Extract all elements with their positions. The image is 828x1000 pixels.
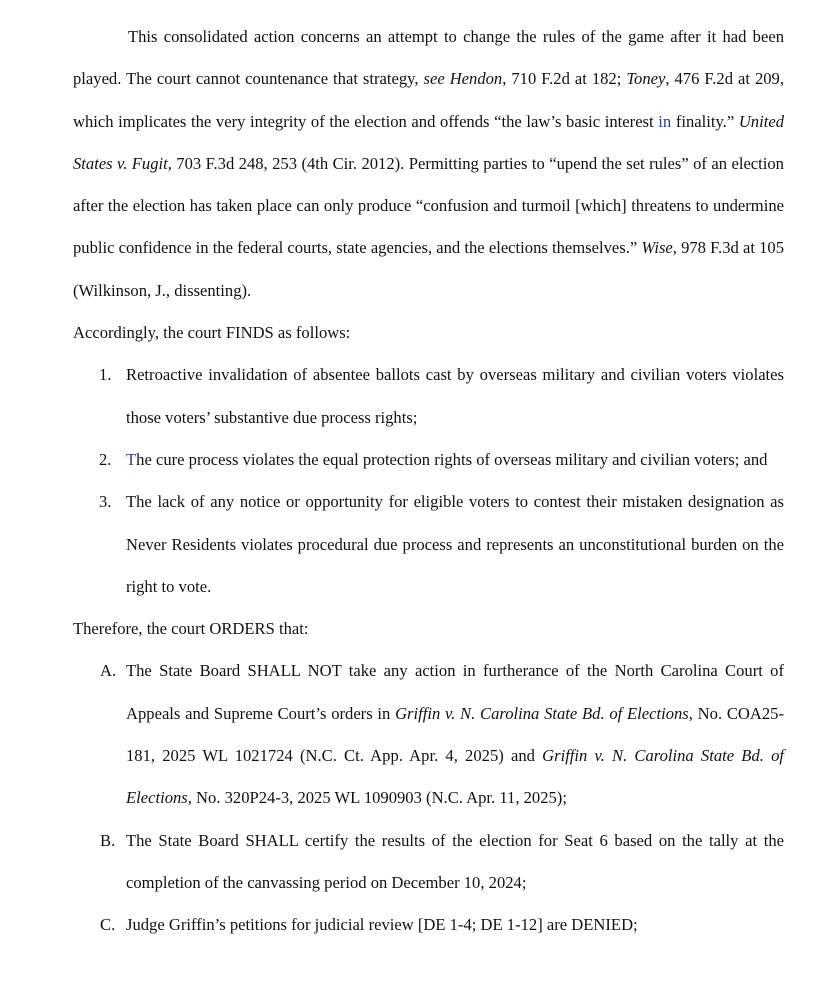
citation-toney: Toney (626, 69, 666, 89)
intro-paragraph (73, 16, 784, 312)
orders-lead: Therefore, the court ORDERS that: (73, 619, 309, 639)
orders-list (73, 650, 784, 946)
intro-text-in: in (658, 111, 672, 131)
findings-list (73, 354, 784, 608)
citation-hendon: see Hendon (423, 69, 503, 89)
citation-wise: Wise (641, 238, 673, 258)
order-a-text-1: The State Board SHALL NOT take any action in furtherance of the North Carolina Court of Appeals and Supreme Court’s orders in (126, 661, 784, 723)
order-marker-c: C. (100, 915, 116, 935)
finding-text-3: The lack of any notice or opportunity for eligible voters to contest their mistaken designation as Never Residents violates procedural due process and represents an unconstitutional burden on the right to vote. (126, 492, 784, 596)
order-marker-a: A. (100, 661, 117, 681)
finding-text-2: he cure process violates the equal protection rights of overseas military and civilian voters; and (136, 449, 768, 469)
finding-item-3 (73, 481, 784, 608)
intro-text-3: , 476 F.2d at 209, which implicates the very integrity of the election and offends “the law’s basic interest (73, 69, 784, 131)
order-item-a (73, 650, 784, 819)
intro-text-1: This consolidated action concerns an attempt to change the rules of the game after it had been played. The court cannot countenance that strategy, (73, 27, 784, 89)
finding-item-2 (73, 439, 784, 481)
order-a-text-2: , No. COA25-181, 2025 WL 1021724 (N.C. Ct. App. Apr. 4, 2025) and (126, 703, 785, 766)
order-b-text: The State Board SHALL certify the results of the election for Seat 6 based on the tally at the completion of the canvassing period on December 10, 2024; (126, 830, 784, 892)
intro-text-3c: finality.” (671, 111, 739, 131)
order-a-text-3: , No. 320P24-3, 2025 WL 1090903 (N.C. Apr. 11, 2025); (187, 788, 567, 808)
citation-griffin-coa: Griffin v. N. Carolina State Bd. of Elections (395, 703, 689, 723)
finding-text-1: Retroactive invalidation of absentee ballots cast by overseas military and civilian voters violates those voters’ substantive due process rights; (126, 365, 784, 427)
intro-text-4: , 703 F.3d 248, 253 (4th Cir. 2012). Permitting parties to “upend the set rules” of an election after the election has taken place can only produce “confusion and turmoil [which] threatens to undermine public confidence in the federal courts, state agencies, and the elections themselves.” (73, 153, 784, 258)
order-item-b (73, 820, 784, 905)
order-item-c (73, 904, 784, 946)
intro-text-5: , 978 F.3d at 105 (Wilkinson, J., dissenting). (73, 238, 785, 300)
finding-marker-1: 1. (99, 365, 112, 385)
citation-griffin-sc: Griffin v. N. Carolina State Bd. of Elections (126, 746, 784, 808)
intro-text-2: , 710 F.2d at 182; (502, 69, 627, 89)
order-c-text: Judge Griffin’s petitions for judicial review [DE 1-4; DE 1-12] are DENIED; (126, 915, 638, 935)
order-marker-b: B. (100, 830, 116, 850)
finding-text-2-first: T (126, 449, 137, 469)
finding-item-1 (73, 354, 784, 439)
citation-fugit: United States v. Fugit (73, 111, 784, 173)
findings-lead: Accordingly, the court FINDS as follows: (73, 323, 351, 343)
finding-marker-2: 2. (99, 449, 112, 469)
finding-marker-3: 3. (99, 492, 112, 512)
